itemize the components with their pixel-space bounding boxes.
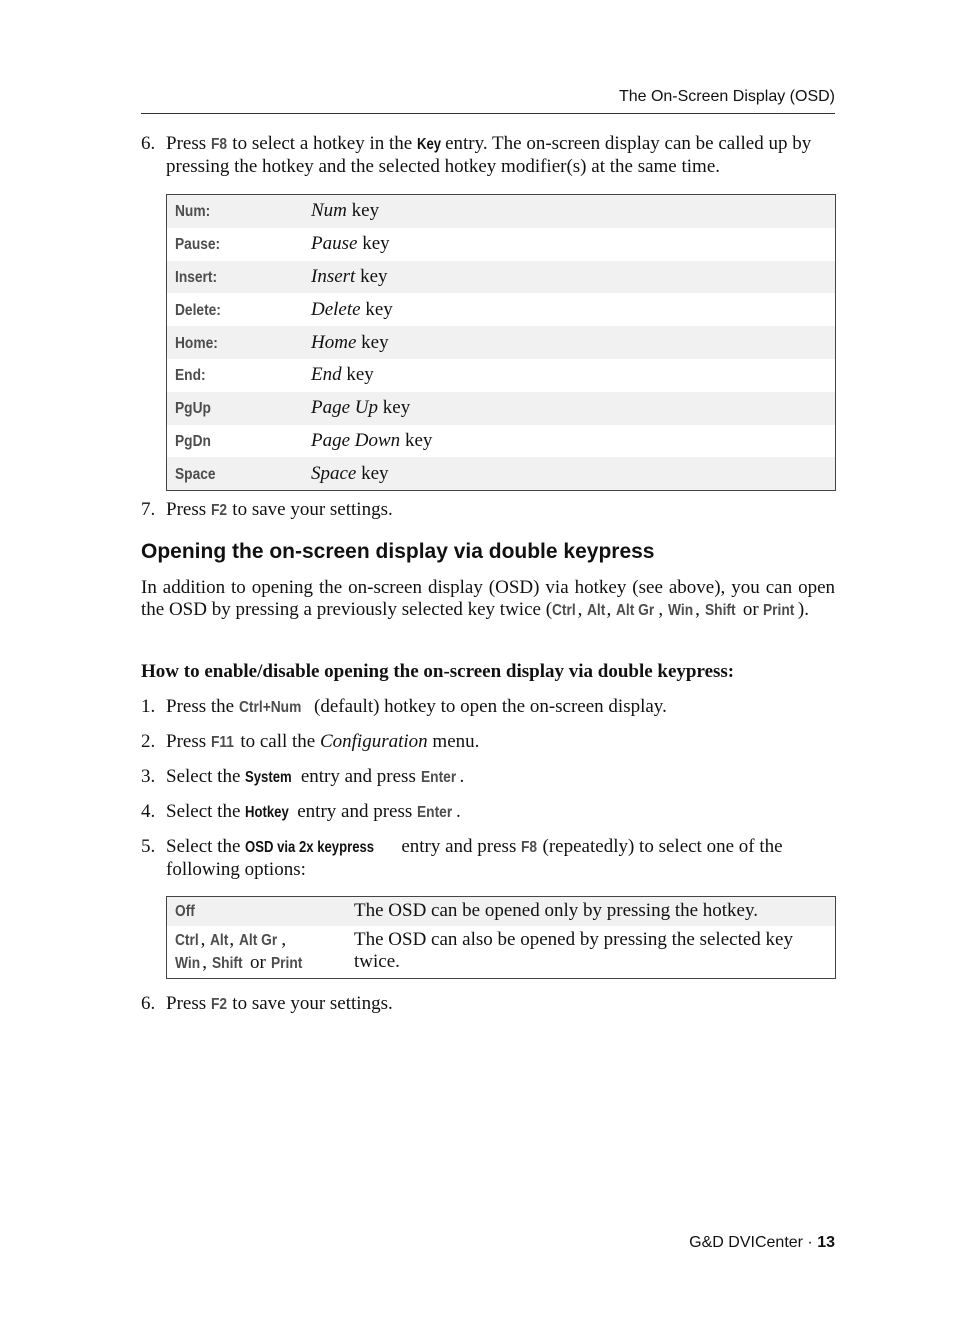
- hotkey-description: Insert key: [303, 261, 836, 294]
- key-label: Enter: [420, 769, 456, 786]
- hotkey-key: Home:: [167, 326, 304, 359]
- step-text: Press F2 to save your settings.: [166, 499, 393, 520]
- hotkey-key: Insert:: [167, 261, 304, 294]
- hotkey-description: Space key: [303, 457, 836, 490]
- page-footer: G&D DVICenter · 13: [689, 1234, 835, 1251]
- key-label: Alt: [587, 602, 606, 619]
- step-number: 2.: [141, 731, 156, 752]
- hotkey-table-body: [167, 195, 836, 491]
- header-title: The On-Screen Display (OSD): [618, 88, 835, 105]
- hotkey-key: PgUp: [167, 392, 304, 425]
- menu-label: Hotkey: [245, 804, 289, 821]
- list-item: [141, 731, 835, 754]
- table-row: [167, 425, 836, 458]
- hotkey-key: End:: [175, 367, 206, 385]
- hotkey-key: PgDn: [175, 432, 211, 450]
- section-heading: Opening the on-screen display via double keypress: [141, 540, 655, 563]
- option-desc: The OSD can also be opened by pressing the selected key twice.: [354, 929, 793, 972]
- list-item: [141, 696, 835, 719]
- list-item: [141, 766, 835, 789]
- list-item: [141, 499, 835, 522]
- key-label: Ctrl+Num: [238, 699, 302, 716]
- page-number: 13: [817, 1234, 835, 1251]
- option-key: Ctrl, Alt, Alt Gr , Win , Shift or Print: [175, 929, 302, 973]
- menu-label: System: [245, 769, 292, 786]
- key-label: F8: [210, 136, 227, 153]
- footer-product: G&D DVICenter: [689, 1234, 803, 1251]
- hotkey-description: Num key: [303, 195, 836, 228]
- option-desc: The OSD can be opened only by pressing the hotkey.: [346, 897, 836, 927]
- step-number: 6.: [141, 133, 156, 154]
- option-key: Off: [167, 897, 347, 927]
- hotkey-description: Pause key: [311, 233, 390, 255]
- step-number: 5.: [141, 836, 156, 857]
- key-label: Alt Gr: [615, 602, 655, 619]
- step-text: Press F8 to select a hotkey in the Key entry. The on-screen display can be called up by pressing the hotkey and the selected hotkey modifier(s) at the same time.: [166, 133, 812, 177]
- list-item: [141, 133, 835, 178]
- key-label: F11: [210, 734, 234, 751]
- hotkey-key: Space: [167, 457, 304, 490]
- key-label: F2: [210, 502, 227, 519]
- hotkey-description: Page Down key: [311, 429, 433, 451]
- table-row: [167, 326, 836, 359]
- step-number: 6.: [141, 993, 156, 1014]
- key-label: F2: [210, 996, 227, 1013]
- table-row: [167, 926, 836, 979]
- table-row: [167, 195, 836, 228]
- step-number: 1.: [141, 696, 156, 717]
- hotkey-description: End key: [311, 364, 374, 386]
- hotkey-key: Delete:: [175, 301, 221, 319]
- key-label: Print: [763, 602, 795, 619]
- hotkey-description: Delete key: [311, 298, 393, 320]
- hotkey-table: [166, 194, 836, 491]
- key-label: Win: [667, 602, 693, 619]
- list-item: [141, 836, 835, 881]
- table-row: [167, 293, 836, 326]
- table-row: [167, 359, 836, 392]
- hotkey-description: Home key: [303, 326, 836, 359]
- step-text: Select the System entry and press Enter .: [166, 766, 465, 787]
- table-row: [167, 897, 836, 927]
- step-text: Select the OSD via 2x keypress entry and press F8 (repeatedly) to select one of the following options:: [166, 836, 783, 880]
- step-text: Select the Hotkey entry and press Enter .: [166, 801, 461, 822]
- table-row: [167, 228, 836, 261]
- menu-name: Configuration: [319, 731, 428, 752]
- intro-paragraph: In addition to opening the on-screen display (OSD) via hotkey (see above), you can open the OSD by pressing a previously selected key twice (Ctrl, Alt, Alt Gr , Win , Shift or Print ).: [141, 577, 835, 620]
- key-label: Ctrl: [552, 602, 576, 619]
- list-item: [141, 993, 835, 1016]
- procedure-heading: How to enable/disable opening the on-screen display via double keypress:: [141, 661, 735, 682]
- table-row: [167, 392, 836, 425]
- step-text: Press F11 to call the Configuration menu.: [166, 731, 480, 752]
- step-text: Press F2 to save your settings.: [166, 993, 393, 1014]
- key-label: Shift: [704, 602, 736, 619]
- key-label: F8: [521, 839, 538, 856]
- menu-label: Key: [416, 136, 442, 153]
- table-row: [167, 457, 836, 490]
- hotkey-key: Num:: [167, 195, 304, 228]
- options-table: [166, 896, 836, 979]
- hotkey-description: Page Up key: [303, 392, 836, 425]
- page-header: [141, 88, 835, 114]
- step-number: 3.: [141, 766, 156, 787]
- list-item: [141, 801, 835, 824]
- step-text: Press the Ctrl+Num (default) hotkey to open the on-screen display.: [166, 696, 667, 717]
- table-row: [167, 261, 836, 294]
- step-number: 4.: [141, 801, 156, 822]
- menu-label: OSD via 2x keypress: [245, 839, 375, 856]
- key-label: Enter: [417, 804, 453, 821]
- hotkey-key: Pause:: [175, 236, 221, 254]
- step-number: 7.: [141, 499, 156, 520]
